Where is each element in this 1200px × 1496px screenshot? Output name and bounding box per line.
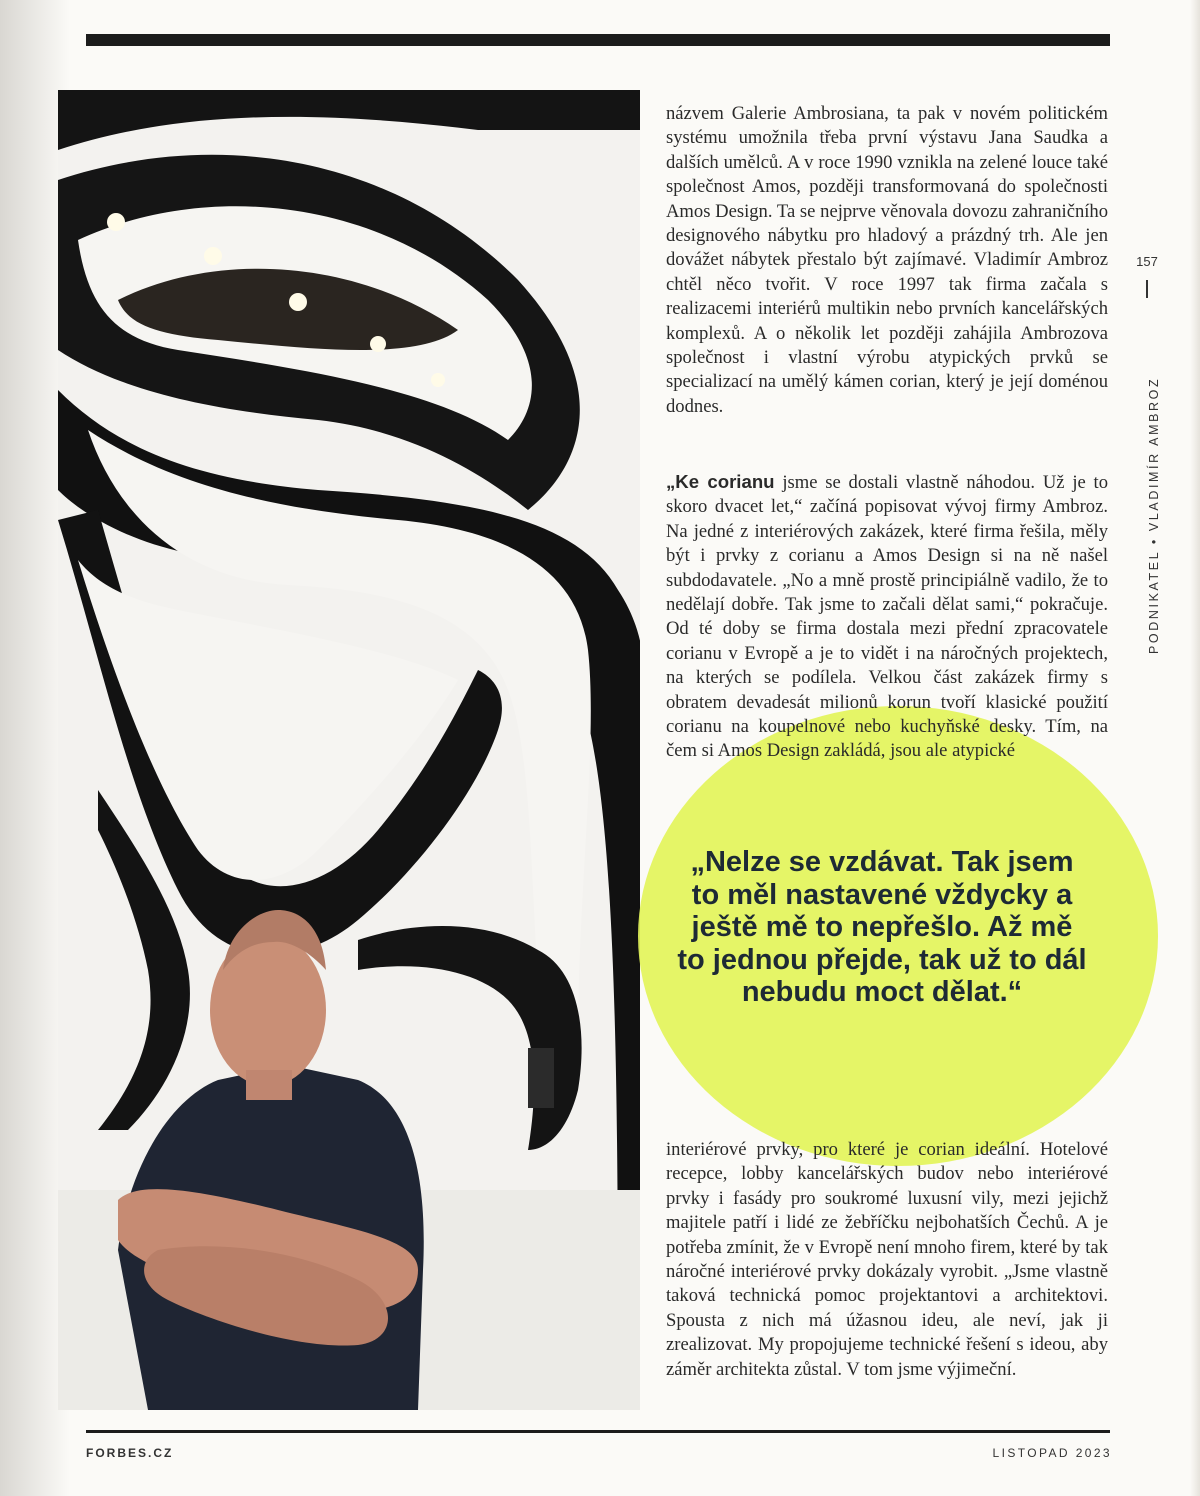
top-rule [86,34,1110,46]
article-paragraph [666,470,1108,764]
article-column-middle [666,470,1108,764]
paragraph-lead-in: „Ke corianu [666,471,775,492]
paragraph-body: jsme se dostali vlastně náhodou. Už je to skoro dvacet let,“ začíná popisovat vývoj firmy Ambroz. Na jedné z interiérových zakázek, které firma řešila, měly být i prvky z corianu a Amos Design si na ně našel subdodavatele. „No a mně prostě principiálně vadilo, že to nedělají dobře. Tak jsme to začali dělat sami,“ pokračuje. Od té doby se firma dostala mezi přední zpracovatele corianu v Evropě a je to vidět i na náročných projektech, na kterých se podílela. Velkou část zakázek firmy s obratem devadesát milionů korun tvoří klasické použití corianu na koupelnové nebo kuchyňské desky. Tím, na čem si Amos Design zakládá, jsou ale atypické [666,472,1108,762]
pull-quote: „Nelze se vzdávat. Tak jsem to měl nastavené vždycky a ještě mě to nepřešlo. Až mě to jednou přejde, tak už to dál nebudu moct dělat.“ [677,846,1087,1008]
footer-site: FORBES.CZ [86,1446,174,1460]
side-divider [1146,280,1148,298]
photo-illustration [58,90,640,1410]
page-edge [1190,0,1200,1496]
article-column-bottom [666,1138,1108,1382]
article-paragraph: interiérové prvky, pro které je corian ideální. Hotelové recepce, lobby kancelářských budov nebo interiérové prvky i fasády pro soukromé luxusní vily, mezi jejichž majitele patří i lidé ze žebříčku nejbohatších Čechů. A je potřeba zmínit, že v Evropě není mnoho firem, které by tak náročné interiérové prvky dokázaly vyrobit. „Jsme vlastně taková technická pomoc projektantovi a architektovi. Spousta z nich má úžasnou ideu, ale neví, jak ji zrealizovat. My propojujeme technické řešení s ideou, aby záměr architekta zůstal. V tom jsme výjimeční. [666,1139,1108,1380]
article-column-top [666,102,1108,419]
footer-issue: LISTOPAD 2023 [992,1446,1112,1460]
section-label-text: PODNIKATEL • VLADIMÍR AMBROZ [1147,376,1161,654]
page-number: 157 [1136,254,1158,269]
bottom-rule [86,1430,1110,1433]
section-label [1147,308,1167,654]
article-paragraph: názvem Galerie Ambrosiana, ta pak v novém politickém systému umožnila třeba první výstavu Jana Saudka a dalších umělců. A v roce 1990 vznikla na zelené louce také společnost Amos, později transformovaná do společnosti Amos Design. Ta se nejprve věnovala dovozu zahraničního designového nábytku pro hladový a prázdný trh. Ale jen dovážet nábytek přestalo být zajímavé. Vladimír Ambroz chtěl něco tvořit. V roce 1997 tak firma začala s realizacemi interiérů multikin nebo prvních kancelářských komplexů. A o několik let později zahájila Ambrozova společnost i vlastní výrobu atypických prvků se specializací na umělý kámen corian, který je její doménou dodnes. [666,103,1108,417]
portrait-photo [58,90,640,1410]
